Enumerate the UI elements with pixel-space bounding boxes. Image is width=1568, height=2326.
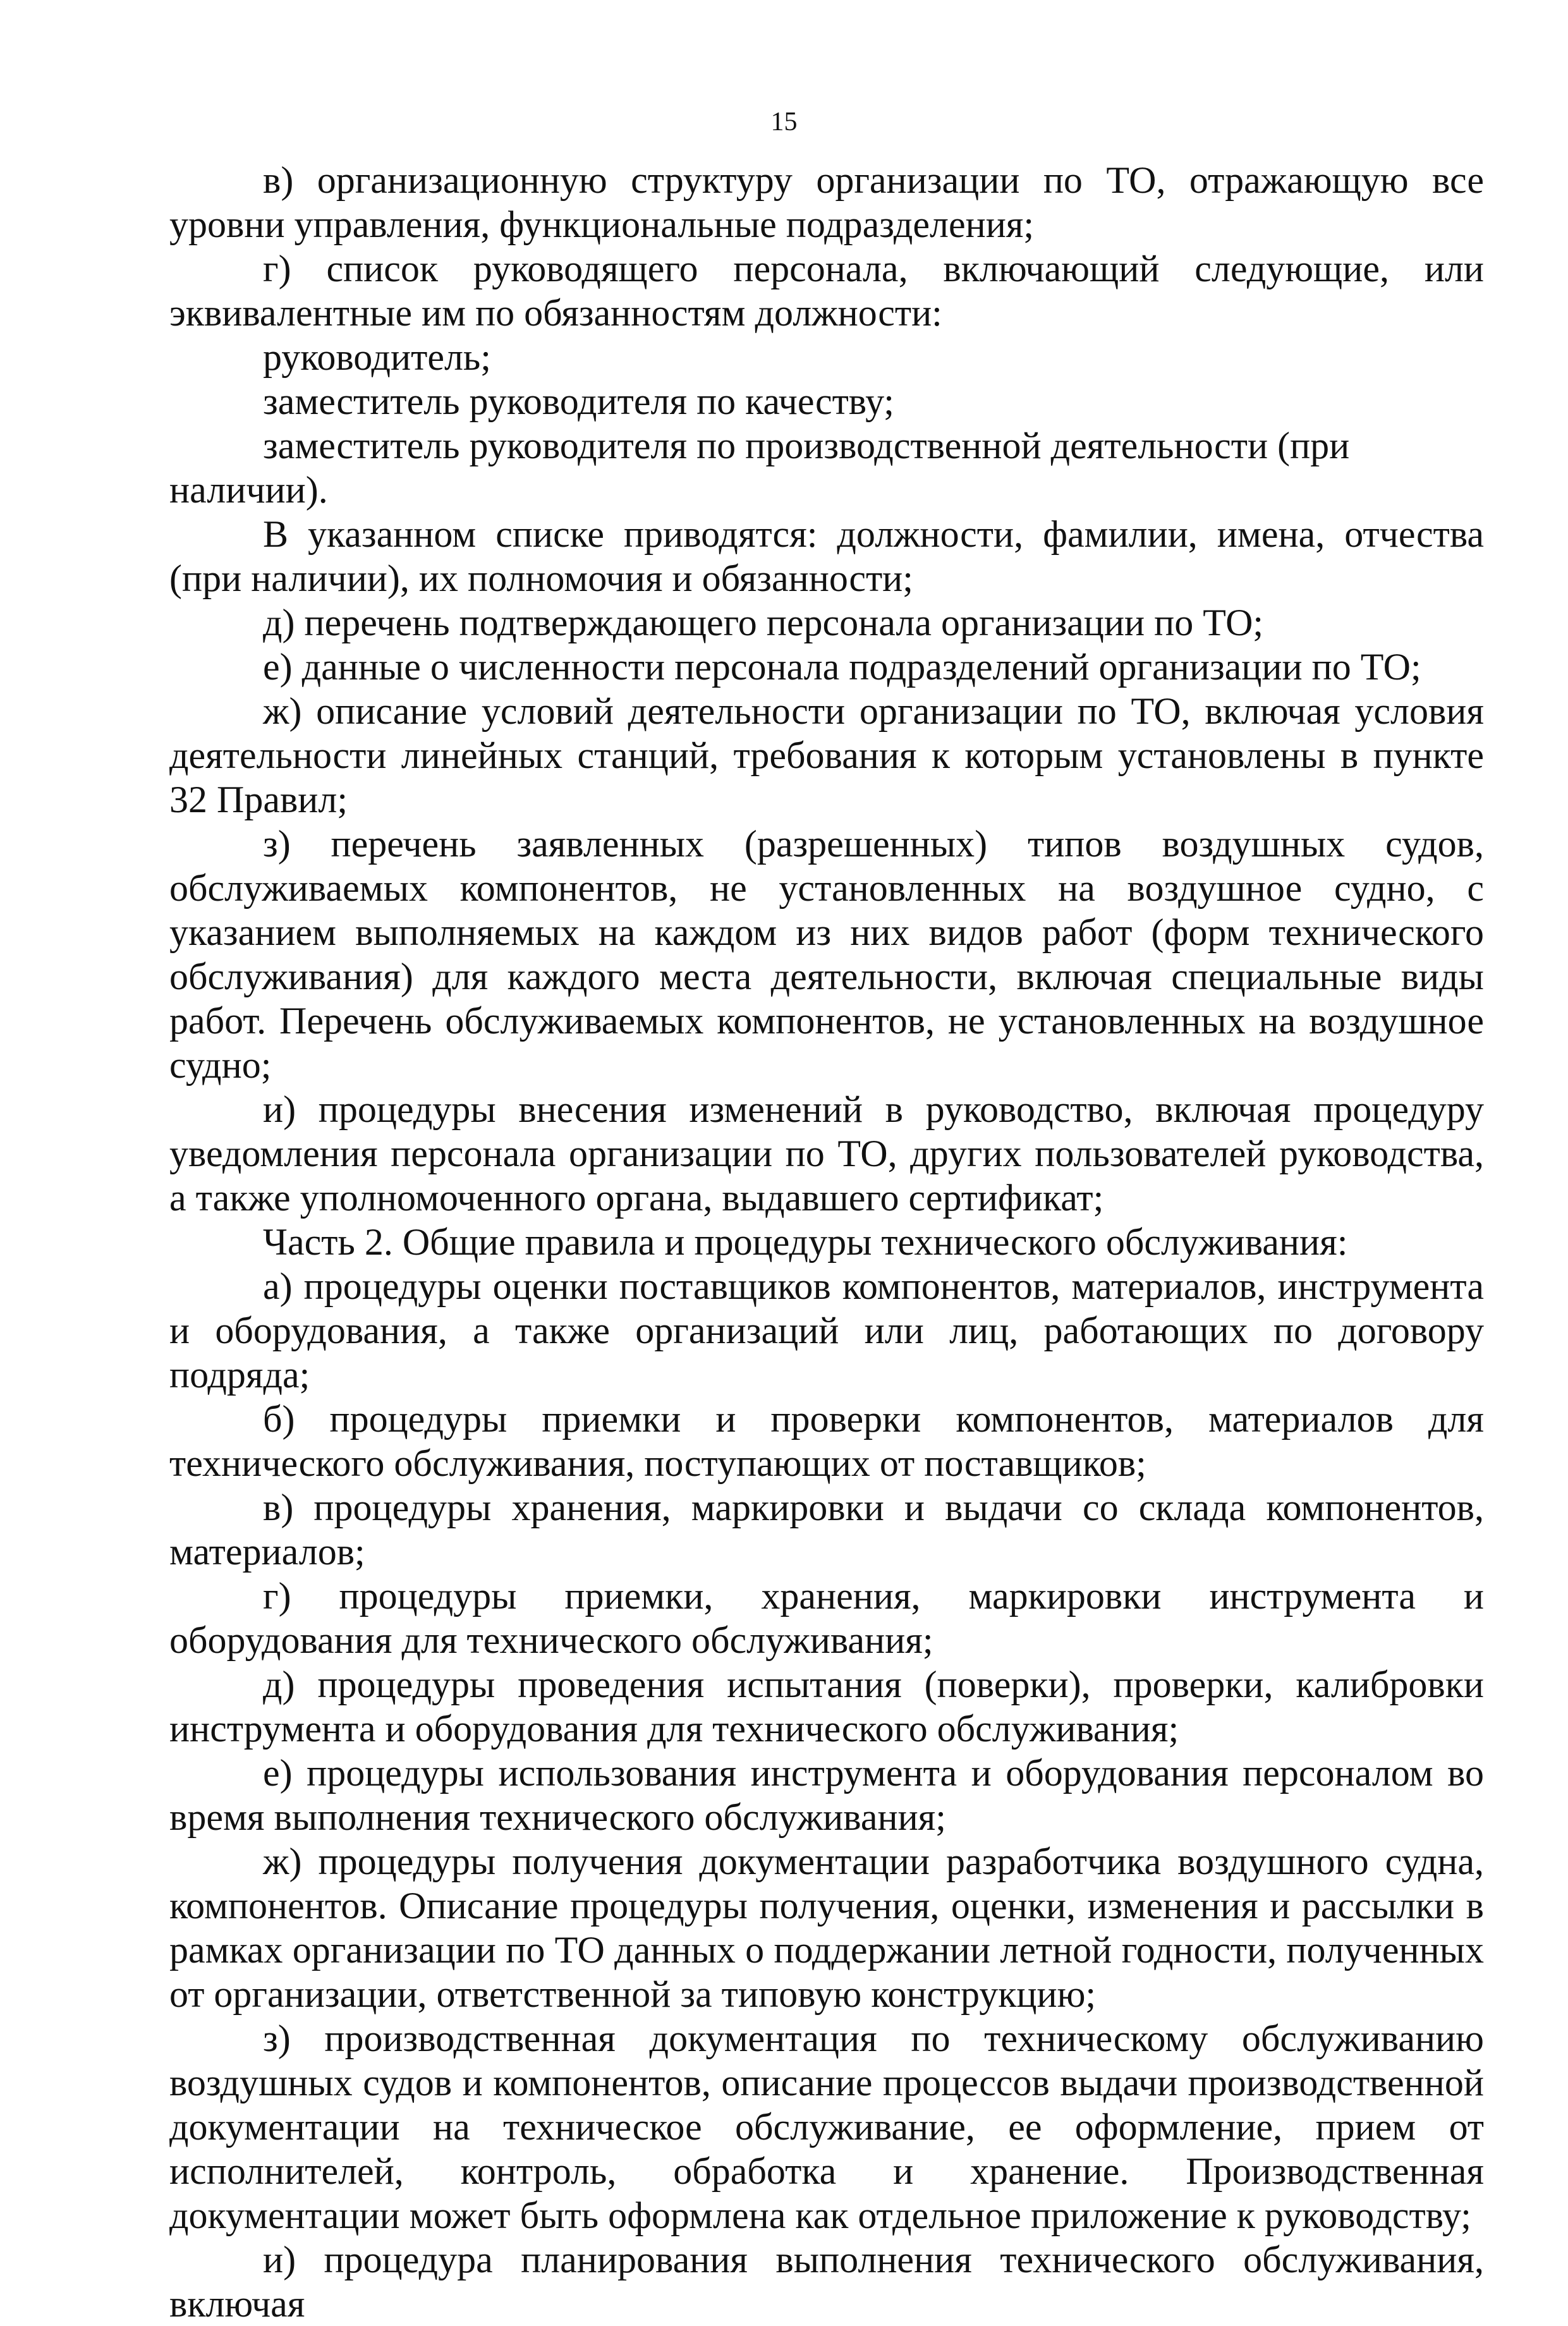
paragraph-z-aircraft-types: з) перечень заявленных (разрешенных) типов воздушных судов, обслуживаемых компонентов, не установленных на воздушное судно, с указанием выполняемых на каждом из них видов работ (форм технического обслуживания) для каждого места деятельности, включая специальные виды работ. Перечень обслуживаемых компонентов, не установленных на воздушное судно;	[169, 823, 1484, 1086]
list-item-deputy-quality: заместитель руководителя по качеству;	[263, 381, 894, 422]
paragraph-b-acceptance: б) процедуры приемки и проверки компонентов, материалов для технического обслуживания, поступающих от поставщиков;	[169, 1398, 1484, 1484]
paragraph-e-staff-numbers: е) данные о численности персонала подразделений организации по ТО;	[263, 646, 1421, 688]
list-item-deputy-production: заместитель руководителя по производственной деятельности (при наличии).	[169, 425, 1350, 511]
paragraph-v-storage: в) процедуры хранения, маркировки и выдачи со склада компонентов, материалов;	[169, 1487, 1484, 1573]
paragraph-d-calibration: д) процедуры проведения испытания (поверки), проверки, калибровки инструмента и оборудования для технического обслуживания;	[169, 1664, 1484, 1750]
section-heading-part-2: Часть 2. Общие правила и процедуры технического обслуживания:	[263, 1221, 1348, 1263]
paragraph-zh-conditions: ж) описание условий деятельности организации по ТО, включая условия деятельности линейных станций, требования к которым установлены в пункте 32 Правил;	[169, 690, 1484, 820]
paragraph-e-tool-use: е) процедуры использования инструмента и оборудования персоналом во время выполнения технического обслуживания;	[169, 1752, 1484, 1838]
paragraph-v-org-structure: в) организационную структуру организации по ТО, отражающую все уровни управления, функциональные подразделения;	[169, 159, 1484, 245]
page-number: 15	[770, 107, 798, 137]
paragraph-i-amendments: и) процедуры внесения изменений в руководство, включая процедуру уведомления персонала организации по ТО, других пользователей руководства, а также уполномоченного органа, выдавшего сертификат;	[169, 1088, 1484, 1219]
paragraph-a-supplier-evaluation: а) процедуры оценки поставщиков компонентов, материалов, инструмента и оборудования, а также организаций или лиц, работающих по договору подряда;	[169, 1265, 1484, 1396]
paragraph-d-certifying-staff: д) перечень подтверждающего персонала организации по ТО;	[263, 602, 1264, 643]
list-item-head: руководитель;	[263, 336, 491, 378]
paragraph-i-planning: и) процедура планирования выполнения технического обслуживания, включая	[169, 2239, 1484, 2325]
paragraph-list-contents: В указанном списке приводятся: должности, фамилии, имена, отчества (при наличии), их полномочия и обязанности;	[169, 513, 1484, 599]
paragraph-g-tools-acceptance: г) процедуры приемки, хранения, маркировки инструмента и оборудования для технического обслуживания;	[169, 1575, 1484, 1661]
paragraph-z-production-docs: з) производственная документация по техническому обслуживанию воздушных судов и компонентов, описание процессов выдачи производственной документации на техническое обслуживание, ее оформление, прием от исполнителей, контроль, обработка и хранение. Производственная документации может быть оформлена как отдельное приложение к руководству;	[169, 2018, 1484, 2236]
paragraph-g-management-list: г) список руководящего персонала, включающий следующие, или эквивалентные им по обязанностям должности:	[169, 248, 1484, 334]
paragraph-zh-documentation: ж) процедуры получения документации разработчика воздушного судна, компонентов. Описание процедуры получения, оценки, изменения и рассылки в рамках организации по ТО данных о поддержании летной годности, полученных от организации, ответственной за типовую конструкцию;	[169, 1841, 1484, 2015]
document-body	[169, 158, 1484, 2326]
